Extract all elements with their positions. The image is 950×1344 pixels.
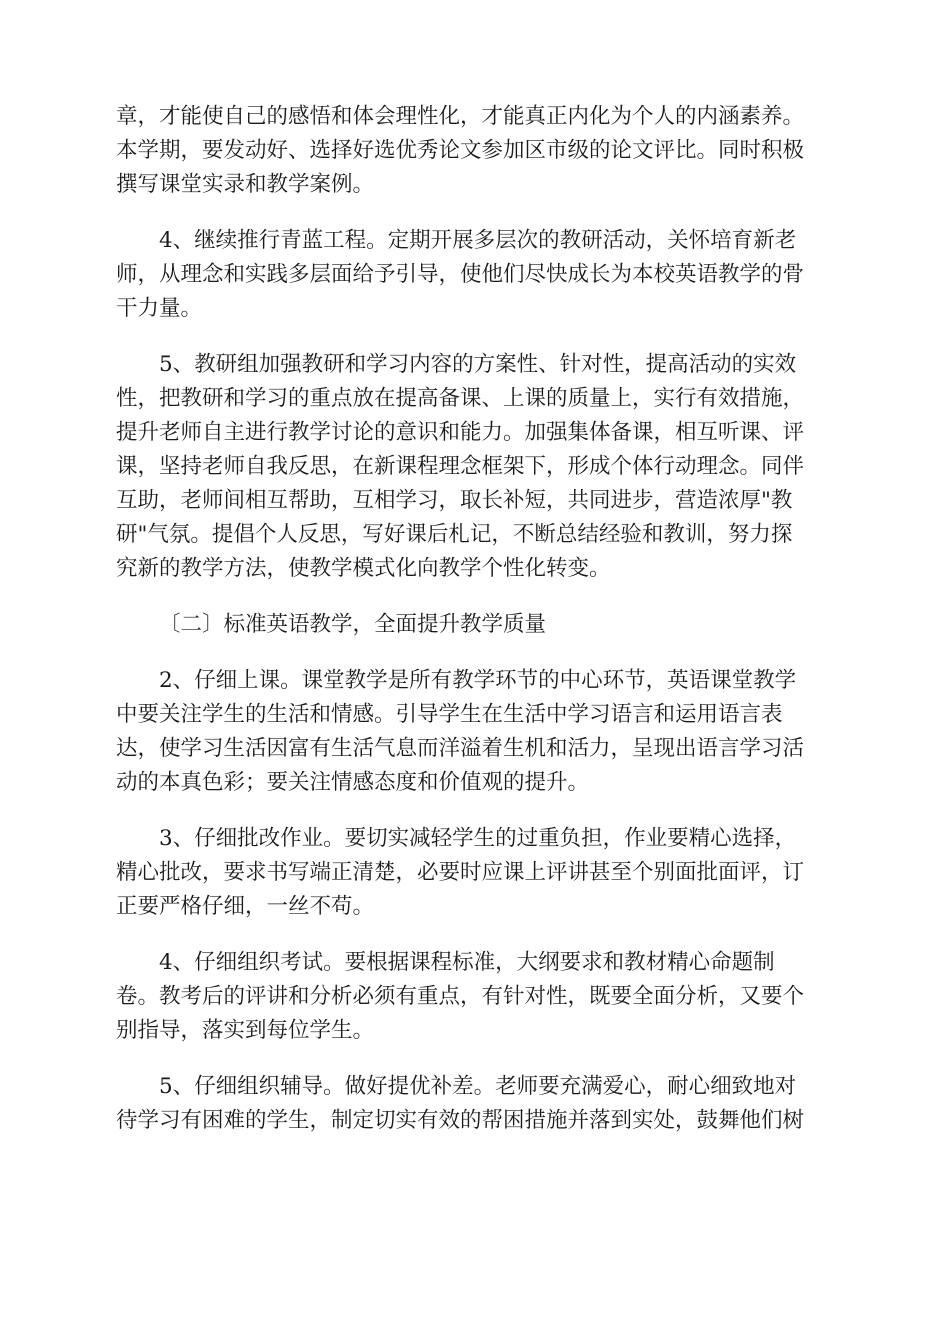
text-line: 研"气氛。提倡个人反思，写好课后札记，不断总结经验和教训，努力探: [116, 522, 793, 547]
paragraph: [116, 822, 836, 924]
paragraph: [116, 100, 836, 202]
text-line: 性，把教研和学习的重点放在提高备课、上课的质量上，实行有效措施，: [116, 386, 805, 411]
text-line: 卷。教考后的评讲和分析必须有重点，有针对性，既要全面分析，又要个: [116, 984, 805, 1009]
paragraph: [116, 1070, 836, 1138]
text-line: 本学期，要发动好、选择好选优秀论文参加区市级的论文评比。同时积极: [116, 138, 805, 163]
text-line: 互助，老师间相互帮助，互相学习，取长补短，共同进步，营造浓厚"教: [116, 488, 793, 513]
text-line: 正要严格仔细，一丝不苟。: [116, 894, 375, 919]
text-line: 2、仔细上课。课堂教学是所有教学环节的中心环节，英语课堂教学: [159, 668, 797, 693]
text-line: 4、继续推行青蓝工程。定期开展多层次的教研活动，关怀培育新老: [159, 228, 797, 253]
text-line: 5、仔细组织辅导。做好提优补差。老师要充满爱心，耐心细致地对: [159, 1074, 797, 1099]
text-line: 〔二〕标准英语教学，全面提升教学质量: [159, 612, 547, 637]
paragraph: [116, 946, 836, 1048]
paragraph: [116, 664, 836, 800]
paragraph: [116, 608, 836, 642]
text-line: 干力量。: [116, 296, 203, 321]
document-page: [116, 100, 836, 1160]
text-line: 3、仔细批改作业。要切实减轻学生的过重负担，作业要精心选择，: [159, 826, 797, 851]
text-line: 撰写课堂实录和教学案例。: [116, 172, 375, 197]
text-line: 达，使学习生活因富有生活气息而洋溢着生机和活力，呈现出语言学习活: [116, 736, 805, 761]
text-line: 提升老师自主进行教学讨论的意识和能力。加强集体备课，相互听课、评: [116, 420, 805, 445]
text-line: 待学习有困难的学生，制定切实有效的帮困措施并落到实处，鼓舞他们树: [116, 1108, 805, 1133]
paragraph: [116, 224, 836, 326]
paragraph: [116, 348, 836, 586]
text-line: 精心批改，要求书写端正清楚，必要时应课上评讲甚至个别面批面评，订: [116, 860, 805, 885]
text-line: 4、仔细组织考试。要根据课程标准，大纲要求和教材精心命题制: [159, 950, 775, 975]
text-line: 究新的教学方法，使教学模式化向教学个性化转变。: [116, 556, 611, 581]
text-line: 师，从理念和实践多层面给予引导，使他们尽快成长为本校英语教学的骨: [116, 262, 805, 287]
text-line: 章，才能使自己的感悟和体会理性化，才能真正内化为个人的内涵素养。: [116, 104, 805, 129]
text-line: 中要关注学生的生活和情感。引导学生在生活中学习语言和运用语言表: [116, 702, 783, 727]
text-line: 别指导，落实到每位学生。: [116, 1018, 375, 1043]
text-line: 课，坚持老师自我反思，在新课程理念框架下，形成个体行动理念。同伴: [116, 454, 805, 479]
text-line: 5、教研组加强教研和学习内容的方案性、针对性，提高活动的实效: [159, 352, 797, 377]
text-line: 动的本真色彩；要关注情感态度和价值观的提升。: [116, 770, 590, 795]
